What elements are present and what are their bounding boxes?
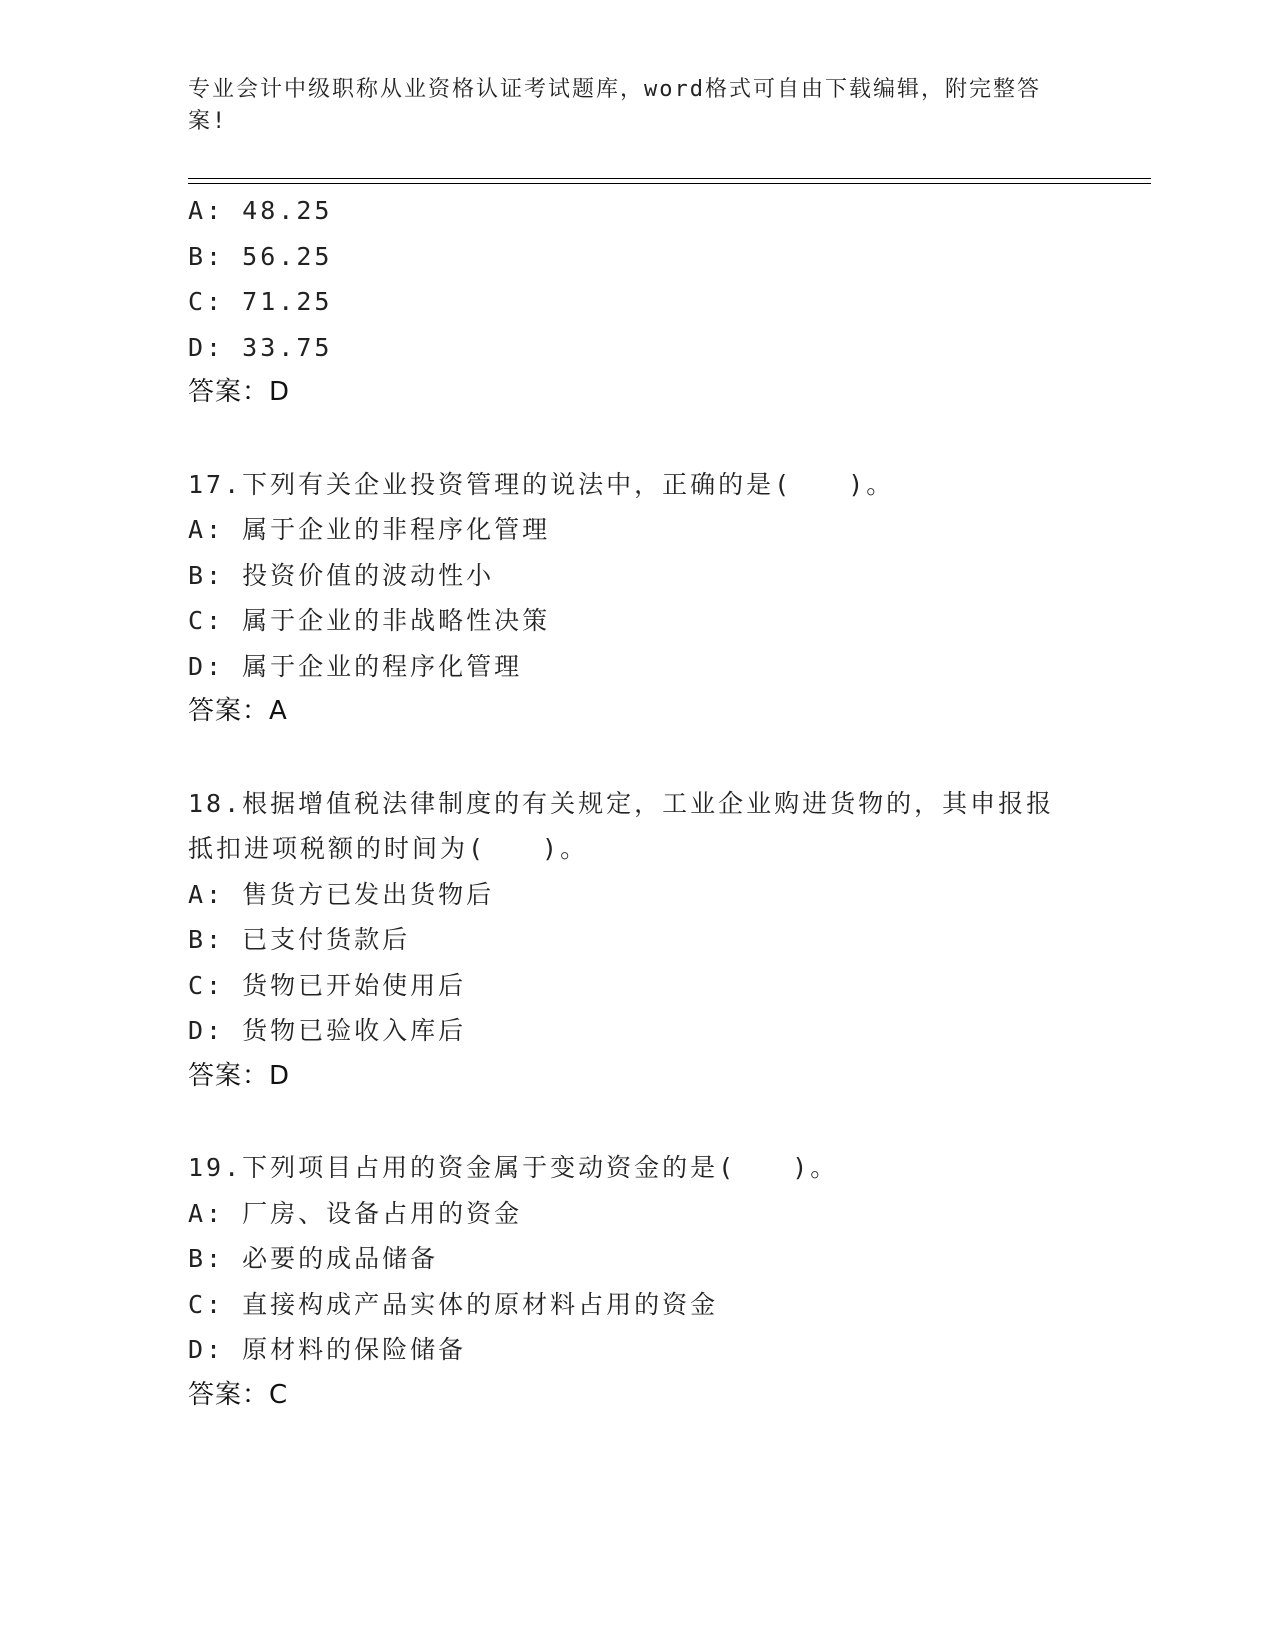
header-line-1: 专业会计中级职称从业资格认证考试题库，word格式可自由下载编辑，附完整答 (188, 77, 1041, 102)
header-rule-bottom (188, 183, 1151, 184)
option-c: C: 属于企业的非战略性决策 (188, 606, 551, 635)
option-d: D: 货物已验收入库后 (188, 1016, 467, 1045)
question-text: 19.下列项目占用的资金属于变动资金的是( )。 (188, 1153, 839, 1182)
option-a: A: 厂房、设备占用的资金 (188, 1198, 523, 1228)
question-block-17 (188, 462, 1118, 735)
question-block-18 (188, 781, 1118, 1100)
option-b: B: 必要的成品储备 (188, 1244, 439, 1273)
option-c: C: 货物已开始使用后 (188, 970, 467, 1000)
question-text-continued: 抵扣进项税额的时间为( )。 (188, 834, 589, 863)
question-block-16 (188, 188, 1118, 416)
option-c: C: 71.25 (188, 287, 333, 316)
option-a: A: 48.25 (188, 196, 333, 225)
option-b: B: 已支付货款后 (188, 925, 411, 954)
header-line-2: 案! (188, 109, 228, 134)
header-rule-top (188, 178, 1151, 179)
option-a: A: 售货方已发出货物后 (188, 879, 495, 909)
option-a: A: 属于企业的非程序化管理 (188, 515, 551, 544)
answer-line: 答案：C (188, 1379, 289, 1410)
answer-line: 答案：D (188, 1060, 291, 1091)
question-text: 18.根据增值税法律制度的有关规定，工业企业购进货物的，其申报报 (188, 788, 1055, 818)
option-d: D: 33.75 (188, 332, 333, 362)
answer-line: 答案：A (188, 696, 288, 726)
page-header (188, 74, 1068, 138)
question-list (188, 188, 1118, 1418)
option-c: C: 直接构成产品实体的原材料占用的资金 (188, 1289, 719, 1319)
answer-line: 答案：D (188, 377, 291, 407)
option-b: B: 投资价值的波动性小 (188, 560, 495, 590)
option-b: B: 56.25 (188, 241, 333, 271)
option-d: D: 原材料的保险储备 (188, 1335, 467, 1364)
question-block-19 (188, 1145, 1118, 1418)
question-text: 17.下列有关企业投资管理的说法中，正确的是( )。 (188, 469, 895, 499)
option-d: D: 属于企业的程序化管理 (188, 651, 523, 681)
